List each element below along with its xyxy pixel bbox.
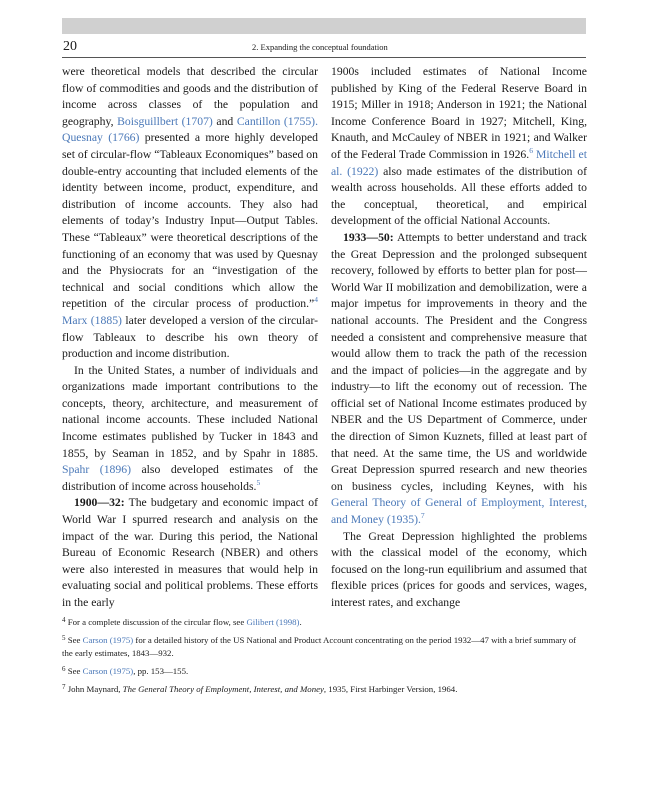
footnote: $^5$ See Carson (1975) for a detailed history of the US National and Product Account concentrating on the period 1932—47 with a brief summary of the early estimates, 1843—932. bbox=[62, 634, 577, 658]
paragraph: 1900s included estimates of National Income published by King of the Federal Reserve Board in 1915; Miller in 1918; Anderson in 1921; the National Income Conference Board in 1927; Mitchell, King, Knauth, and McCauley of NBER in 1921; and Walker of the Federal Trade Commission in 1926.$^6$ Mitchell et al. (1922) also made estimates of the distribution of wealth across households. All these efforts added to the conceptual, theoretical, and empirical development of the official National Accounts. bbox=[331, 65, 587, 228]
paragraph: 1900—32: The budgetary and economic impact of World War I spurred research and analysis on the impact of the war. During this period, the National Bureau of Economic Research (NBER) and others were also interested in measures that would help in evaluating social and political problems. These efforts in the early bbox=[62, 496, 318, 609]
page-number: 20 bbox=[63, 39, 77, 54]
footnote-ref[interactable]: 5 bbox=[256, 477, 261, 487]
footnote-ref[interactable]: 7 bbox=[420, 511, 425, 521]
section-lead: 1933—50: bbox=[343, 230, 394, 244]
footnote-ref[interactable]: 4 bbox=[314, 295, 318, 305]
citation-link[interactable]: Cantillon (1755). bbox=[236, 114, 318, 128]
citation-link[interactable]: Marx (1885) bbox=[62, 313, 122, 327]
footnote: $^6$ See Carson (1975), pp. 153—155. bbox=[62, 665, 189, 676]
citation-link[interactable]: Quesnay (1766) bbox=[62, 131, 140, 145]
footnotes bbox=[62, 616, 586, 701]
citation-link[interactable]: Mitchell et al. (1922) bbox=[331, 147, 587, 178]
paragraph: In the United States, a number of individuals and organizations made important contributions to the concepts, theory, architecture, and measurement of national income accounts. These included National Income estimates published by Tucker in 1843 and 1855, by Seaman in 1852, and by Spahr in 1885. Spahr (1896) also developed estimates of the distribution of income across households.$^5$ bbox=[62, 363, 318, 493]
citation-link[interactable]: Boisguillbert (1707) bbox=[117, 114, 213, 128]
footnote-ref[interactable]: 6 bbox=[529, 146, 533, 156]
section-lead: 1900—32: bbox=[74, 496, 125, 510]
citation-link[interactable]: Carson (1975) bbox=[82, 666, 134, 676]
citation-link[interactable]: Gilibert (1998) bbox=[246, 617, 300, 627]
footnote: $^4$ For a complete discussion of the circular flow, see Gilibert (1998). bbox=[62, 616, 302, 627]
paragraph: 1933—50: Attempts to better understand and track the Great Depression and the prolonged subsequent recovery, followed by efforts to better plan for post—World War II mobilization and demobilization, were a major impetus for improvements in theory and the national accounts. The President and the Congress needed a consistent and comprehensive measure that would allow them to track the path of the recession and the impact of policies—in the aggregate and by industry—to lift the economy out of recession. The official set of National Income estimates produced by NBER and the US Department of Commerce, under the direction of Simon Kuznets, filled at least part of that need. At the same time, the US and worldwide Great Depression spurred research and new theories on business cycles, including Keynes, with his General Theory of General of Employment, Interest, and Money (1935).$^7$ bbox=[331, 230, 587, 527]
paragraph: The Great Depression highlighted the problems with the classical model of the economy, which focused on the long-run equilibrium and assumed that flexible prices (prices for goods and services, wages, interest rates, and exchange bbox=[331, 529, 587, 609]
citation-link[interactable]: Carson (1975) bbox=[82, 635, 134, 645]
chapter-title: 2. Expanding the conceptual foundation bbox=[252, 42, 388, 52]
footnote: $^7$ John Maynard, The General Theory of Employment, Interest, and Money, 1935, First Harbinger Version, 1964. bbox=[62, 683, 458, 694]
left-column bbox=[62, 64, 318, 612]
header-rule bbox=[62, 57, 586, 58]
paragraph: were theoretical models that described the circular flow of commodities and goods and the distribution of income across classes of the population and geography, Boisguillbert (1707) and Cantillon (1755). Quesnay (1766) presented a more highly developed set of circular-flow “Tableaux Economiques” based on double-entry accounting that included elements of the identity between income, product, expenditure, and distribution of income accounts. They also had elements of today’s Industry Input—Output Tables. These “Tableaux” were theoretical descriptions of the functioning of an economy that was used by Quesnay and the Physiocrats for an “investigation of the technical and social conditions which allow the repetition of the circular process of production.”$^4$ Marx (1885) later developed a version of the circular-flow Tableaux to describe his own theory of production and income distribution. bbox=[62, 65, 318, 361]
header-bar bbox=[62, 18, 586, 34]
citation-link[interactable]: Spahr (1896) bbox=[62, 463, 131, 477]
citation-link[interactable]: General Theory of General of Employment, Interest, and Money (1935). bbox=[331, 496, 587, 527]
right-column bbox=[331, 64, 587, 612]
